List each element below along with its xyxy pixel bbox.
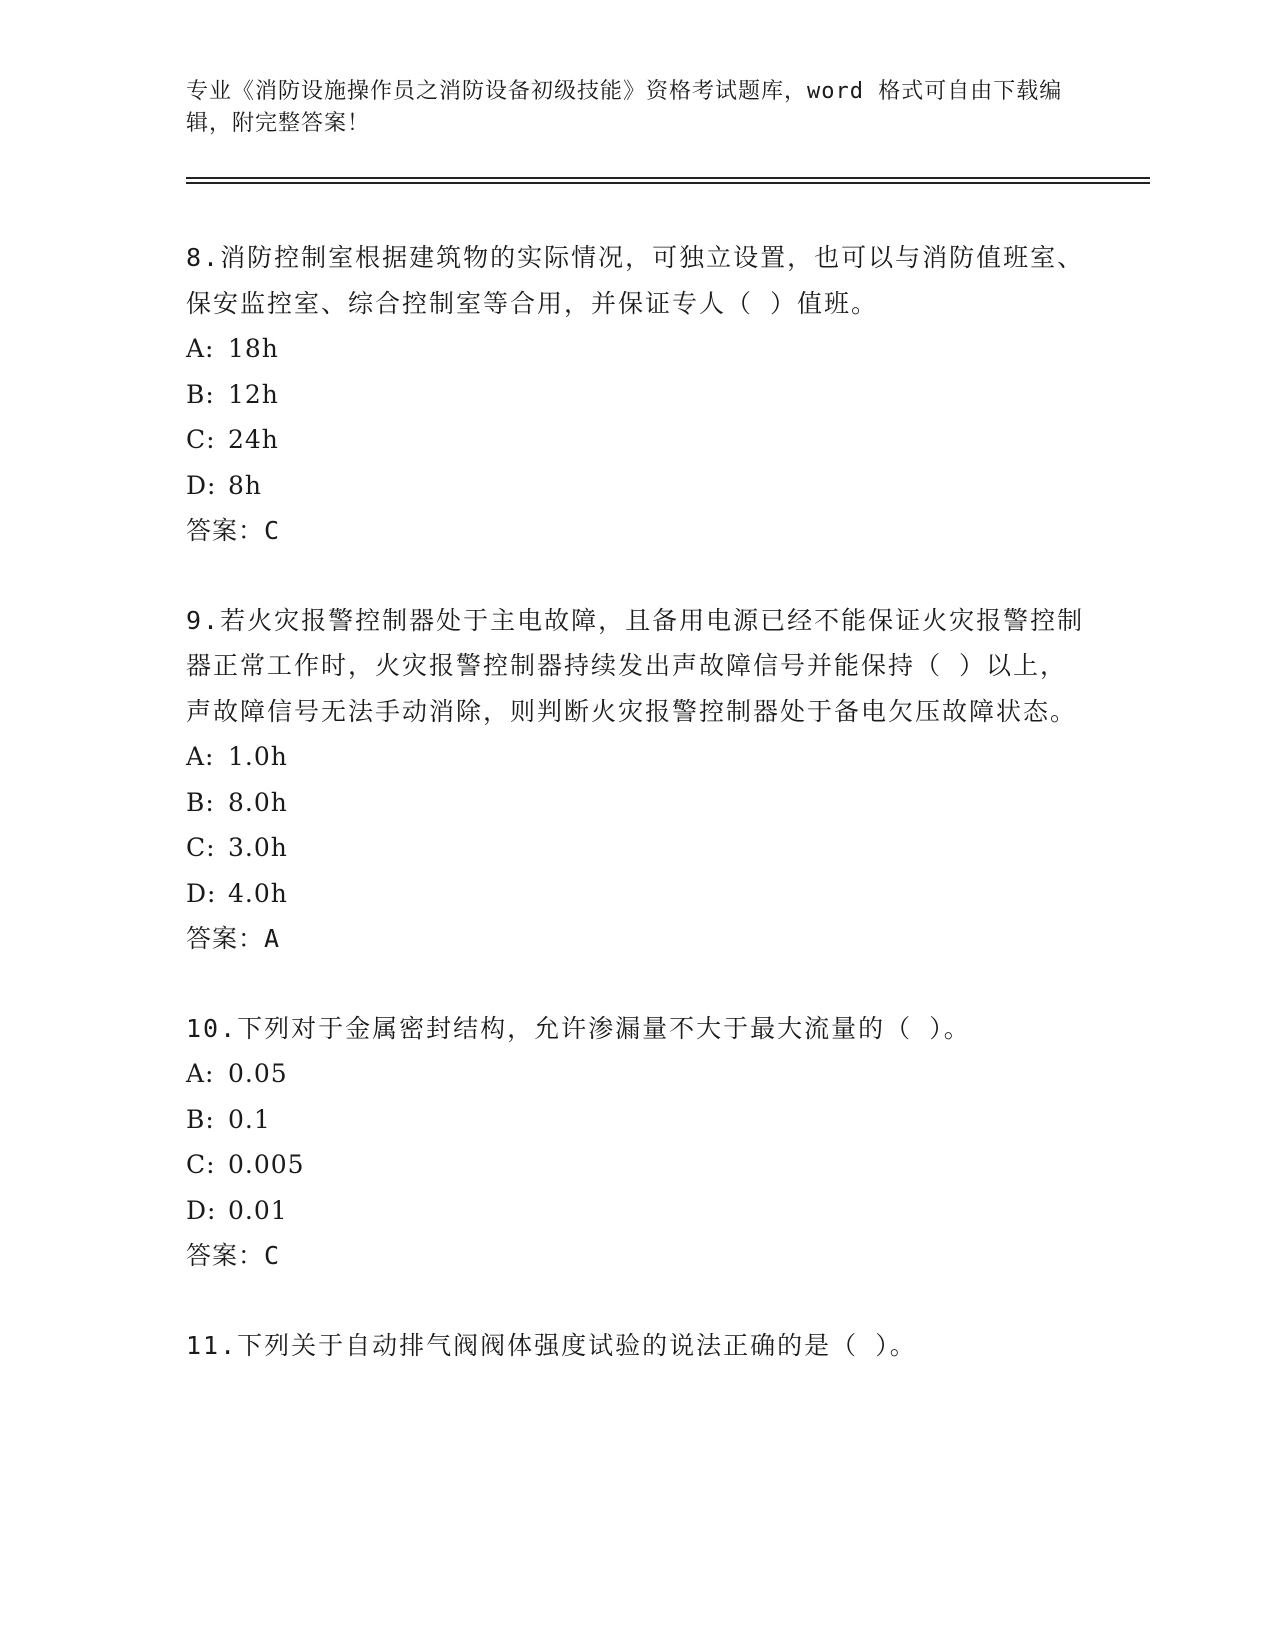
question-text: 10.下列对于金属密封结构，允许渗漏量不大于最大流量的（ ）。 [186,1013,971,1043]
header-divider-bottom [186,182,1150,184]
answer-text: 答案：A [186,924,281,953]
option-value: 8.0h [228,787,288,817]
question-list [186,235,1086,1412]
option-value: 3.0h [228,833,288,862]
option-value: 0.005 [228,1150,305,1179]
question-item [186,235,1086,554]
option-label: B: [186,787,215,817]
option-c [186,417,1086,463]
option-d [186,871,1086,917]
option-label: C: [186,1150,216,1179]
option-value: 12h [228,379,279,409]
option-label: A: [186,334,215,363]
option-value: 1.0h [228,742,288,771]
option-label: A: [186,742,215,771]
option-value: 24h [228,425,279,454]
option-label: D: [186,470,217,500]
option-a [186,326,1086,372]
question-item [186,1323,1086,1369]
option-label: C: [186,833,216,862]
question-item [186,598,1086,962]
question-text: 8.消防控制室根据建筑物的实际情况，可独立设置，也可以与消防值班室、保安监控室、综合控制室等合用，并保证专人（ ）值班。 [186,243,1085,318]
option-value: 18h [228,334,279,363]
option-b [186,1097,1086,1143]
option-c [186,1142,1086,1188]
option-label: A: [186,1059,215,1088]
option-label: D: [186,878,217,908]
option-label: D: [186,1195,217,1225]
option-label: B: [186,379,215,409]
option-c [186,825,1086,871]
question-item [186,1006,1086,1279]
header-divider-top [186,177,1150,179]
option-value: 8h [228,470,263,500]
option-value: 0.1 [228,1104,271,1134]
option-value: 0.01 [228,1195,288,1225]
option-value: 4.0h [228,878,288,908]
option-b [186,372,1086,418]
answer-text: 答案：C [186,516,281,545]
option-d [186,463,1086,509]
question-text: 11.下列关于自动排气阀阀体强度试验的说法正确的是（ ）。 [186,1330,917,1360]
option-label: C: [186,425,216,454]
option-label: B: [186,1104,215,1134]
option-a [186,734,1086,780]
question-text: 9.若火灾报警控制器处于主电故障，且备用电源已经不能保证火灾报警控制器正常工作时，火灾报警控制器持续发出声故障信号并能保持（ ）以上，声故障信号无法手动消除，则判断火灾报警控制器处于备电欠压故障状态。 [186,605,1085,726]
option-a [186,1051,1086,1097]
answer-text: 答案：C [186,1241,281,1270]
document-header: 专业《消防设施操作员之消防设备初级技能》资格考试题库，word 格式可自由下载编辑，附完整答案！ [186,79,1063,136]
option-d [186,1188,1086,1234]
option-b [186,780,1086,826]
option-value: 0.05 [228,1059,288,1088]
